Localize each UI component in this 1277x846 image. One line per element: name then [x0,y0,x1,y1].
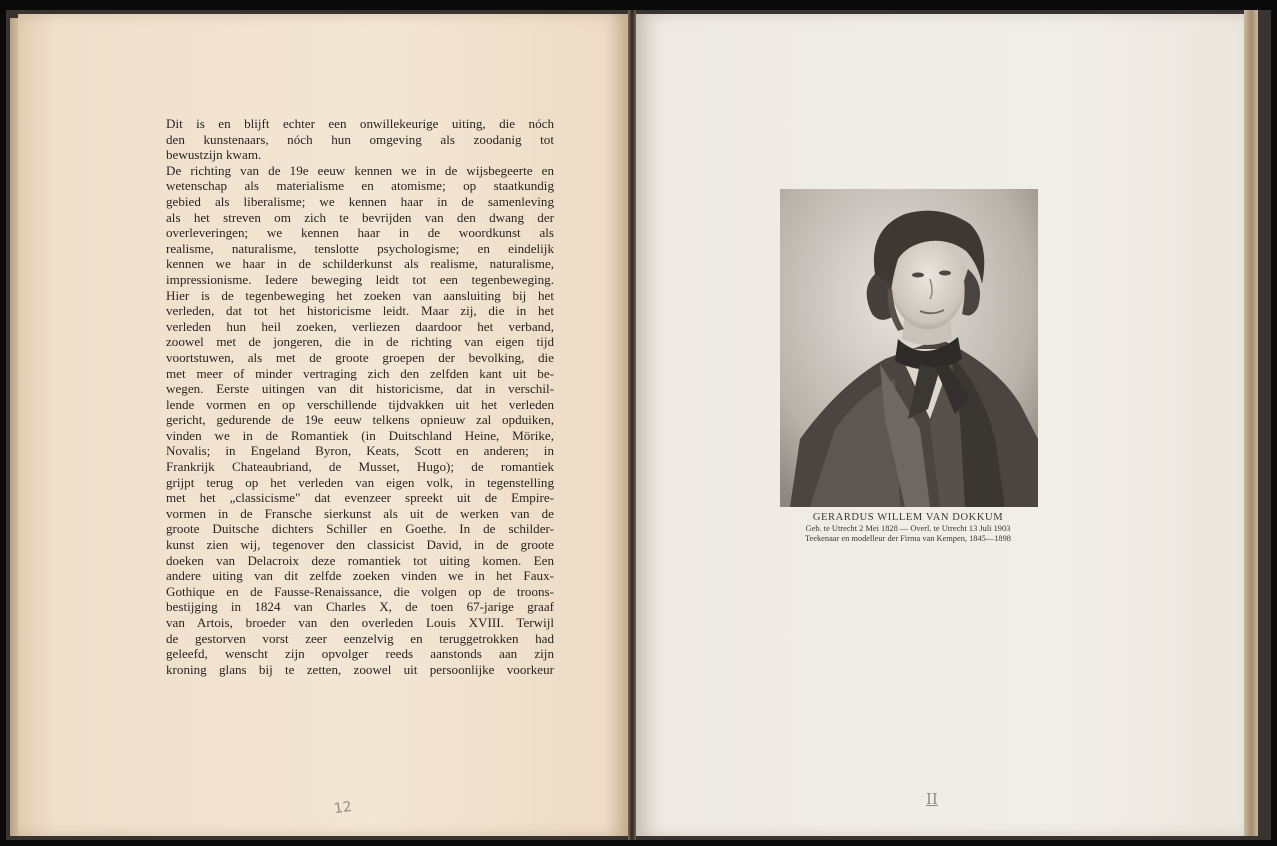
caption-dates: Geb. te Utrecht 2 Mei 1828 — Overl. te Utrecht 13 Juli 1903 [805,524,1011,533]
text-line: wetenschap als materialisme en atomisme; op staatkundig [166,178,554,194]
text-line: Novalis; in Engeland Byron, Keats, Scott en anderen; in [166,443,554,459]
text-line: impressionisme. Iedere beweging leidt tot een tegenbeweging. [166,271,554,287]
text-line: bestijging in 1824 van Charles X, de toen 67-jarige graaf [166,599,554,615]
text-line: grijpt terug op het verleden van eigen volk, in tegenstelling [166,474,554,490]
text-line: vinden we in de Romantiek (in Duitschland Heine, Mörike, [166,427,554,443]
pencil-page-number: 12 [332,798,353,818]
text-line: Frankrijk Chateaubriand, de Musset, Hugo); de romantiek [166,459,554,475]
portrait-engraving [780,189,1038,507]
body-text [166,116,554,677]
caption-title: GERARDUS WILLEM VAN DOKKUM [812,512,1004,523]
text-line: doeken van Delacroix deze romantiek tot uiting komen. Een [166,552,554,568]
text-line: met het „classicisme" dat evenzeer spreekt uit de Empire- [166,490,554,506]
text-line: zoowel met de jongeren, die in de richting van eigen tijd [166,334,554,350]
text-line: groote Duitsche dichters Schiller en Goethe. In de schilder- [166,521,554,537]
text-line: de gestorven vorst zeer eenzelvig en teruggetrokken had [166,630,554,646]
book-gutter [628,10,636,840]
text-line: realisme, naturalisme, tenslotte psychologisme; en eindelijk [166,240,554,256]
text-line: gebied als liberalisme; we kennen haar in de samenleving [166,193,554,209]
text-line: Dit is en blijft echter een onwillekeurige uiting, die nóch [166,116,554,131]
text-line: gericht, gedurende de 19e eeuw telkens opnieuw zal opduiken, [166,412,554,428]
text-line: kennen we haar in de schilderkunst als realisme, naturalisme, [166,256,554,272]
text-line: vormen in de Fransche sierkunst als uit de werken van de [166,505,554,521]
text-line: kunst zien wij, tegenover den classicist David, in de groote [166,537,554,553]
text-line: verleden, dat tot het historicisme leidt. Maar zij, die in het [166,303,554,319]
text-line: lende vormen en op verschillende tijdvakken uit het verleden [166,396,554,412]
text-line: met meer of minder vertraging zich den zelfden kant uit be- [166,365,554,381]
text-line: geleefd, wenscht zijn opvolger reeds aanstonds aan zijn [166,646,554,662]
text-line: overleveringen; we kennen haar in de woordkunst als [166,225,554,241]
text-line: Gothique en de Fausse-Renaissance, die volgen op de troons- [166,583,554,599]
text-line: Hier is de tegenbeweging het zoeken van aansluiting bij het [166,287,554,303]
text-line: den kunstenaars, nóch hun omgeving als zoodanig tot [166,131,554,147]
text-line: verleden hun heil zoeken, verliezen daardoor het verband, [166,318,554,334]
text-line: bewustzijn kwam. [166,147,262,163]
text-line: als het streven om zich te bevrijden van den dwang der [166,209,554,225]
text-line: wegen. Eerste uitingen van dit historicisme, dat in verschil- [166,381,554,397]
text-line: kroning glans bij te zetten, zoowel uit persoonlijke voorkeur [166,661,554,677]
right-page-edge [1244,10,1258,836]
caption-occupation: Teekenaar en modelleur der Firma van Kempen, 1845—1898 [805,534,1011,543]
portrait-caption [758,512,1058,544]
text-line: van Artois, broeder van den overleden Louis XVIII. Terwijl [166,615,554,630]
text-line: andere uiting van dit zelfde zoeken vinden we in het Faux- [166,568,554,584]
portrait-image [780,189,1038,507]
pencil-plate-number: II [926,790,938,808]
text-line: voortstuwen, als met de groote groepen der bevolking, die [166,349,554,365]
text-line: De richting van de 19e eeuw kennen we in de wijsbegeerte en [166,162,554,178]
